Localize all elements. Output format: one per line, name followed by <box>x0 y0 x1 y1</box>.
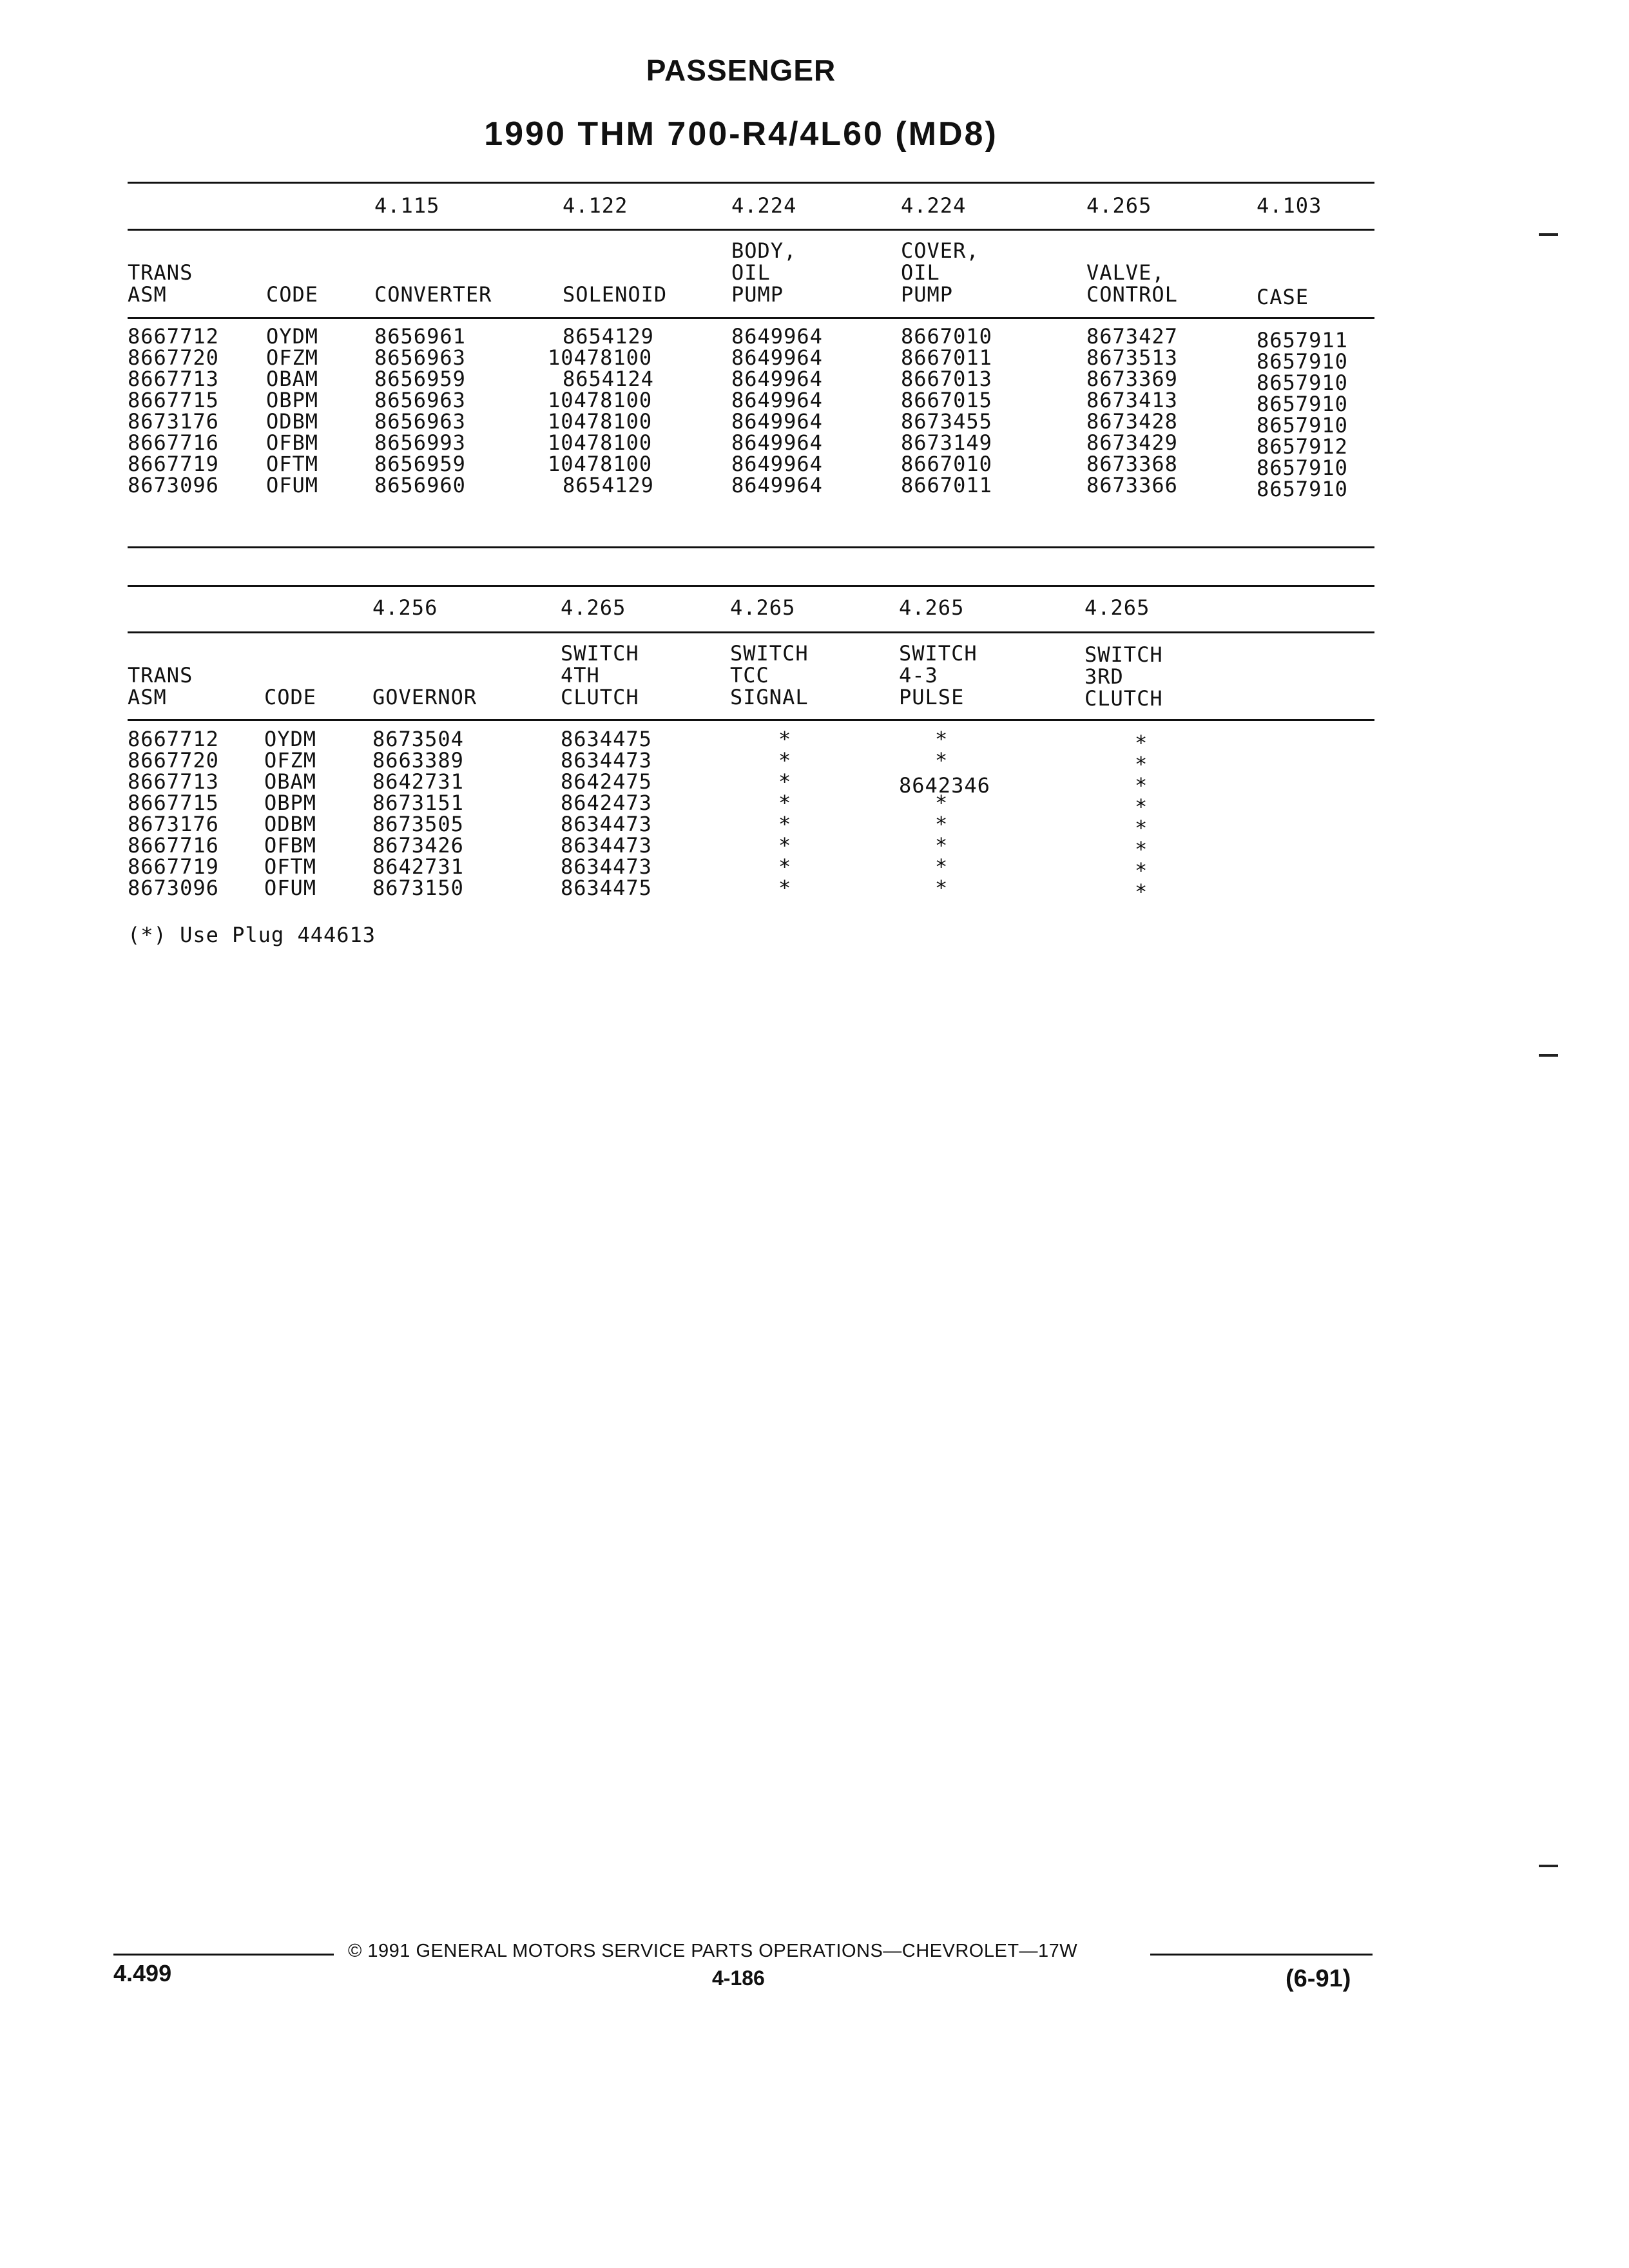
switch-3rd-clutch-cell: * <box>1135 837 1148 861</box>
table2-col-switch-4th-clutch: SWITCH 4TH CLUTCH <box>561 641 639 709</box>
solenoid-cell: 8654124 <box>563 367 654 391</box>
trans-asm-cell: 8667716 <box>128 430 219 455</box>
code-cell: OBAM <box>266 367 319 391</box>
governor-cell: 8673150 <box>372 876 464 900</box>
governor-cell: 8673504 <box>372 727 464 751</box>
table2-ref-switch-4th-clutch: 4.265 <box>561 595 626 620</box>
switch-4-3-pulse-cell: * <box>935 876 949 900</box>
table2-col-code: CODE <box>264 685 317 709</box>
body-oil-pump-cell: 8649964 <box>731 430 823 455</box>
switch-3rd-clutch-cell: * <box>1135 816 1148 840</box>
margin-tick <box>1539 233 1558 236</box>
converter-cell: 8656960 <box>374 473 466 497</box>
table2-header-row <box>128 642 1374 716</box>
trans-asm-cell: 8673096 <box>128 473 219 497</box>
valve-control-cell: 8673369 <box>1086 367 1178 391</box>
code-cell: OFTM <box>266 452 319 476</box>
code-cell: OFTM <box>264 854 317 879</box>
footer-page-number: 4-186 <box>712 1966 765 1990</box>
table2-ref-rule <box>128 631 1374 633</box>
table-row <box>128 727 1374 755</box>
solenoid-cell: 8654129 <box>563 473 654 497</box>
table1-header-row <box>128 240 1374 314</box>
valve-control-cell: 8673368 <box>1086 452 1178 476</box>
valve-control-cell: 8673429 <box>1086 430 1178 455</box>
switch-4th-clutch-cell: 8642473 <box>561 791 652 815</box>
body-oil-pump-cell: 8649964 <box>731 324 823 349</box>
trans-asm-cell: 8667713 <box>128 367 219 391</box>
switch-tcc-signal-cell: * <box>778 727 792 751</box>
cover-oil-pump-cell: 8667013 <box>901 367 992 391</box>
switch-3rd-clutch-cell: * <box>1135 879 1148 904</box>
valve-control-cell: 8673366 <box>1086 473 1178 497</box>
table1-ref-case: 4.103 <box>1257 193 1322 218</box>
footer-rule-right <box>1150 1954 1373 1956</box>
code-cell: OFBM <box>264 833 317 858</box>
switch-4-3-pulse-cell: * <box>935 854 949 879</box>
switch-4th-clutch-cell: 8634473 <box>561 854 652 879</box>
table-row <box>128 854 1374 883</box>
switch-tcc-signal-cell: * <box>778 748 792 773</box>
cover-oil-pump-cell: 8667011 <box>901 345 992 370</box>
solenoid-cell: 8654129 <box>563 324 654 349</box>
case-cell: 8657910 <box>1257 392 1348 416</box>
switch-4-3-pulse-cell: * <box>935 748 949 773</box>
solenoid-cell: 10478100 <box>548 409 653 434</box>
switch-4th-clutch-cell: 8634475 <box>561 876 652 900</box>
table2-header-rule <box>128 719 1374 721</box>
trans-asm-cell: 8673096 <box>128 876 219 900</box>
case-cell: 8657910 <box>1257 456 1348 480</box>
code-cell: OYDM <box>264 727 317 751</box>
footnote: (*) Use Plug 444613 <box>128 923 376 947</box>
code-cell: OFZM <box>264 748 317 773</box>
cover-oil-pump-cell: 8667010 <box>901 452 992 476</box>
table1-col-code: CODE <box>266 282 319 307</box>
footer-copyright: © 1991 GENERAL MOTORS SERVICE PARTS OPERATIONS—CHEVROLET—17W <box>348 1941 1078 1961</box>
table-row <box>128 452 1374 480</box>
table2-ref-switch-tcc-signal: 4.265 <box>730 595 796 620</box>
table1-bottom-rule <box>128 546 1374 548</box>
cover-oil-pump-cell: 8667010 <box>901 324 992 349</box>
table1-col-trans-asm: TRANS ASM <box>128 260 193 307</box>
trans-asm-cell: 8667719 <box>128 854 219 879</box>
governor-cell: 8673151 <box>372 791 464 815</box>
code-cell: OYDM <box>266 324 319 349</box>
governor-cell: 8663389 <box>372 748 464 773</box>
table1-ref-converter: 4.115 <box>374 193 440 218</box>
table1-col-body-oil-pump: BODY, OIL PUMP <box>731 238 797 307</box>
table2-ref-switch-3rd-clutch: 4.265 <box>1084 595 1150 620</box>
solenoid-cell: 10478100 <box>548 452 653 476</box>
solenoid-cell: 10478100 <box>548 345 653 370</box>
code-cell: OFBM <box>266 430 319 455</box>
table1-header-rule <box>128 317 1374 319</box>
trans-asm-cell: 8667719 <box>128 452 219 476</box>
valve-control-cell: 8673513 <box>1086 345 1178 370</box>
table1-col-valve-control: VALVE, CONTROL <box>1086 260 1178 307</box>
switch-tcc-signal-cell: * <box>778 812 792 836</box>
case-cell: 8657911 <box>1257 328 1348 352</box>
trans-asm-cell: 8667712 <box>128 324 219 349</box>
margin-tick <box>1539 1054 1558 1057</box>
table2-ref-governor: 4.256 <box>372 595 438 620</box>
governor-cell: 8642731 <box>372 854 464 879</box>
trans-asm-cell: 8667715 <box>128 791 219 815</box>
case-cell: 8657910 <box>1257 370 1348 395</box>
table-row <box>128 388 1374 416</box>
converter-cell: 8656993 <box>374 430 466 455</box>
table2-col-switch-3rd-clutch: SWITCH 3RD CLUTCH <box>1084 642 1163 711</box>
switch-4-3-pulse-cell: * <box>935 791 949 815</box>
table-row <box>128 769 1374 798</box>
switch-4th-clutch-cell: 8634473 <box>561 748 652 773</box>
code-cell: OBPM <box>266 388 319 412</box>
switch-4-3-pulse-cell: * <box>935 727 949 751</box>
switch-tcc-signal-cell: * <box>778 769 792 794</box>
switch-4-3-pulse-cell: 8642346 <box>899 773 990 798</box>
body-oil-pump-cell: 8649964 <box>731 473 823 497</box>
table-row <box>128 367 1374 395</box>
case-cell: 8657910 <box>1257 413 1348 437</box>
body-oil-pump-cell: 8649964 <box>731 388 823 412</box>
governor-cell: 8673426 <box>372 833 464 858</box>
code-cell: OBAM <box>264 769 317 794</box>
switch-3rd-clutch-cell: * <box>1135 794 1148 819</box>
page-category: PASSENGER <box>646 53 836 87</box>
switch-4-3-pulse-cell: * <box>935 812 949 836</box>
table1-col-cover-oil-pump: COVER, OIL PUMP <box>901 238 979 307</box>
switch-tcc-signal-cell: * <box>778 833 792 858</box>
footer-date: (6-91) <box>1286 1965 1351 1992</box>
converter-cell: 8656961 <box>374 324 466 349</box>
code-cell: ODBM <box>266 409 319 434</box>
table-row <box>128 345 1374 374</box>
valve-control-cell: 8673427 <box>1086 324 1178 349</box>
table2-col-switch-4-3-pulse: SWITCH 4-3 PULSE <box>899 641 978 709</box>
trans-asm-cell: 8673176 <box>128 409 219 434</box>
table-row <box>128 409 1374 437</box>
case-cell: 8657910 <box>1257 349 1348 374</box>
table1-ref-rule <box>128 229 1374 231</box>
code-cell: OBPM <box>264 791 317 815</box>
table-row <box>128 833 1374 861</box>
converter-cell: 8656959 <box>374 452 466 476</box>
table2-col-governor: GOVERNOR <box>372 685 477 709</box>
table1-ref-valve-control: 4.265 <box>1086 193 1152 218</box>
valve-control-cell: 8673413 <box>1086 388 1178 412</box>
table1-ref-body-oil-pump: 4.224 <box>731 193 797 218</box>
converter-cell: 8656963 <box>374 345 466 370</box>
table-row <box>128 791 1374 819</box>
converter-cell: 8656963 <box>374 388 466 412</box>
table1-col-solenoid: SOLENOID <box>563 282 668 307</box>
switch-3rd-clutch-cell: * <box>1135 731 1148 755</box>
table2-col-switch-tcc-signal: SWITCH TCC SIGNAL <box>730 641 809 709</box>
margin-tick <box>1539 1865 1558 1867</box>
body-oil-pump-cell: 8649964 <box>731 367 823 391</box>
switch-tcc-signal-cell: * <box>778 791 792 815</box>
switch-4th-clutch-cell: 8642475 <box>561 769 652 794</box>
table1-col-case: CASE <box>1257 285 1309 309</box>
converter-cell: 8656963 <box>374 409 466 434</box>
cover-oil-pump-cell: 8667015 <box>901 388 992 412</box>
table2-col-trans-asm: TRANS ASM <box>128 663 193 709</box>
table-row <box>128 876 1374 904</box>
switch-tcc-signal-cell: * <box>778 854 792 879</box>
trans-asm-cell: 8673176 <box>128 812 219 836</box>
solenoid-cell: 10478100 <box>548 430 653 455</box>
switch-3rd-clutch-cell: * <box>1135 773 1148 798</box>
switch-3rd-clutch-cell: * <box>1135 858 1148 883</box>
cover-oil-pump-cell: 8673149 <box>901 430 992 455</box>
code-cell: OFZM <box>266 345 319 370</box>
cover-oil-pump-cell: 8667011 <box>901 473 992 497</box>
table-row <box>128 748 1374 776</box>
governor-cell: 8642731 <box>372 769 464 794</box>
table-row <box>128 812 1374 840</box>
trans-asm-cell: 8667713 <box>128 769 219 794</box>
converter-cell: 8656959 <box>374 367 466 391</box>
table2-top-rule <box>128 585 1374 587</box>
switch-4th-clutch-cell: 8634473 <box>561 812 652 836</box>
case-cell: 8657912 <box>1257 434 1348 459</box>
trans-asm-cell: 8667716 <box>128 833 219 858</box>
table1-ref-cover-oil-pump: 4.224 <box>901 193 967 218</box>
footer-section-number: 4.499 <box>113 1960 172 1986</box>
switch-tcc-signal-cell: * <box>778 876 792 900</box>
table1-top-rule <box>128 182 1374 184</box>
table-row <box>128 473 1374 501</box>
valve-control-cell: 8673428 <box>1086 409 1178 434</box>
trans-asm-cell: 8667720 <box>128 345 219 370</box>
table2-ref-switch-4-3-pulse: 4.265 <box>899 595 965 620</box>
code-cell: OFUM <box>266 473 319 497</box>
body-oil-pump-cell: 8649964 <box>731 345 823 370</box>
switch-4th-clutch-cell: 8634475 <box>561 727 652 751</box>
trans-asm-cell: 8667720 <box>128 748 219 773</box>
table1-col-converter: CONVERTER <box>374 282 492 307</box>
body-oil-pump-cell: 8649964 <box>731 452 823 476</box>
trans-asm-cell: 8667715 <box>128 388 219 412</box>
trans-asm-cell: 8667712 <box>128 727 219 751</box>
body-oil-pump-cell: 8649964 <box>731 409 823 434</box>
table1-ref-solenoid: 4.122 <box>563 193 628 218</box>
footer-rule-left <box>113 1954 334 1956</box>
code-cell: ODBM <box>264 812 317 836</box>
cover-oil-pump-cell: 8673455 <box>901 409 992 434</box>
switch-4-3-pulse-cell: * <box>935 833 949 858</box>
governor-cell: 8673505 <box>372 812 464 836</box>
case-cell: 8657910 <box>1257 477 1348 501</box>
solenoid-cell: 10478100 <box>548 388 653 412</box>
switch-3rd-clutch-cell: * <box>1135 752 1148 776</box>
code-cell: OFUM <box>264 876 317 900</box>
table-row <box>128 324 1374 352</box>
page-title: 1990 THM 700-R4/4L60 (MD8) <box>484 115 998 153</box>
switch-4th-clutch-cell: 8634473 <box>561 833 652 858</box>
table-row <box>128 430 1374 459</box>
